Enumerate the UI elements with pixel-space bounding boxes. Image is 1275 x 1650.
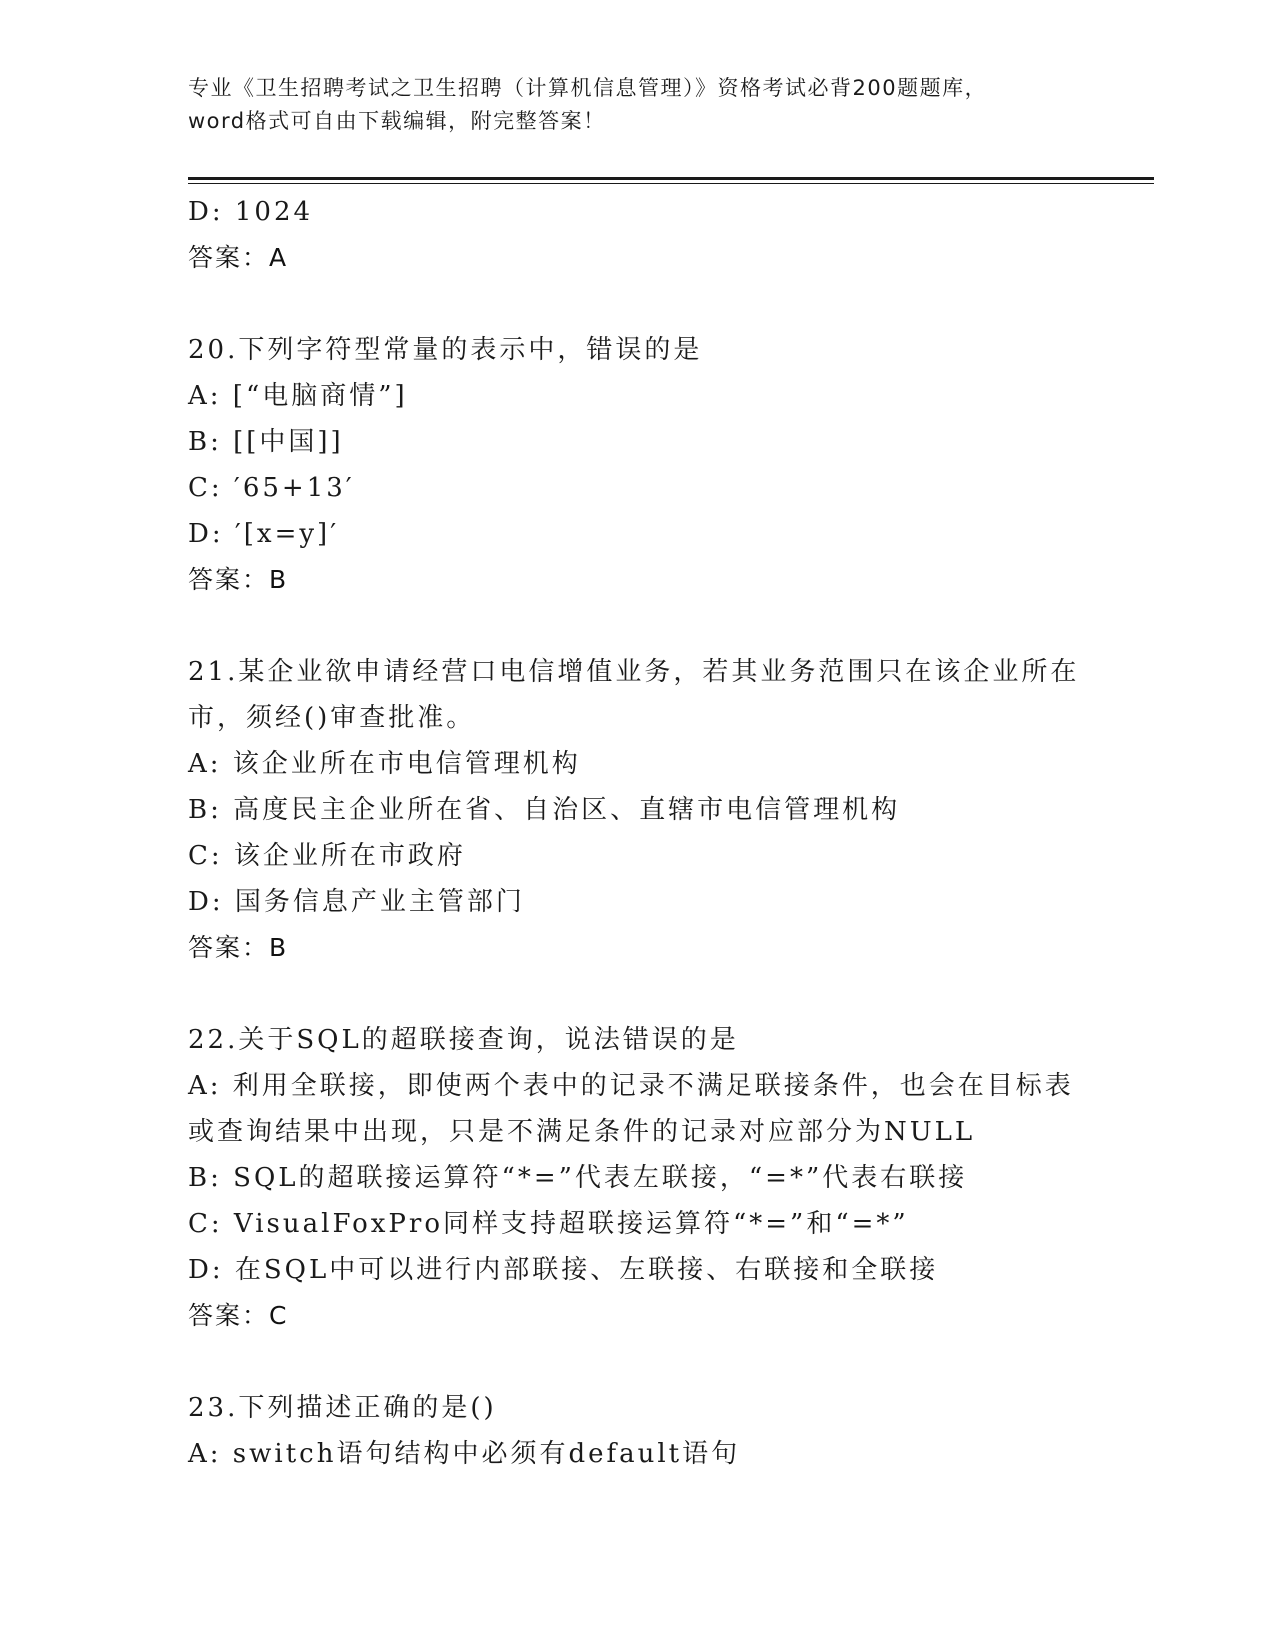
question-20-option-c: C: ′65+13′ [188, 473, 355, 503]
question-21-answer: 答案：B [188, 933, 289, 962]
question-20-option-d: D: ′[x=y]′ [188, 519, 340, 549]
question-19-option-d: D: 1024 [188, 197, 314, 227]
question-22-answer: 答案：C [188, 1301, 289, 1330]
question-22 [188, 1017, 1088, 1339]
question-gap [188, 281, 1088, 327]
question-20-option-a: A: [“电脑商情”] [188, 381, 408, 411]
question-21-stem-line-2: 市，须经()审查批准。 [188, 703, 476, 733]
question-22-option-b: B: SQL的超联接运算符“*=”代表左联接，“=*”代表右联接 [188, 1163, 968, 1193]
question-23 [188, 1385, 1088, 1477]
question-19-answer: 答案：A [188, 243, 289, 272]
question-20 [188, 327, 1088, 603]
question-21-option-b: B: 高度民主企业所在省、自治区、直辖市电信管理机构 [188, 795, 901, 825]
question-22-option-a-line-1: A: 利用全联接，即使两个表中的记录不满足联接条件，也会在目标表 [188, 1071, 1074, 1101]
question-list [188, 189, 1088, 1477]
question-23-option-a: A: switch语句结构中必须有default语句 [188, 1439, 741, 1469]
question-gap [188, 971, 1088, 1017]
header-divider-thin [188, 183, 1154, 184]
question-21-option-d: D: 国务信息产业主管部门 [188, 887, 525, 917]
question-21-stem-line-1: 21.某企业欲申请经营口电信增值业务，若其业务范围只在该企业所在 [188, 657, 1080, 687]
question-gap [188, 1339, 1088, 1385]
document-header [188, 72, 1088, 138]
question-22-stem: 22.关于SQL的超联接查询，说法错误的是 [188, 1025, 739, 1055]
question-21-option-a: A: 该企业所在市电信管理机构 [188, 749, 581, 779]
question-22-option-a-line-2: 或查询结果中出现，只是不满足条件的记录对应部分为NULL [188, 1117, 976, 1147]
header-line-2: word格式可自由下载编辑，附完整答案！ [188, 109, 606, 133]
question-22-option-d: D: 在SQL中可以进行内部联接、左联接、右联接和全联接 [188, 1255, 939, 1285]
question-20-stem: 20.下列字符型常量的表示中，错误的是 [188, 335, 703, 365]
question-20-answer: 答案：B [188, 565, 289, 594]
question-19-tail [188, 189, 1088, 281]
question-21 [188, 649, 1088, 971]
question-20-option-b: B: [[中国]] [188, 427, 344, 457]
question-23-stem: 23.下列描述正确的是() [188, 1393, 497, 1423]
question-gap [188, 603, 1088, 649]
question-21-option-c: C: 该企业所在市政府 [188, 841, 466, 871]
question-22-option-c: C: VisualFoxPro同样支持超联接运算符“*=”和“=*” [188, 1209, 909, 1239]
header-divider-thick [188, 177, 1154, 180]
header-line-1: 专业《卫生招聘考试之卫生招聘（计算机信息管理）》资格考试必背200题题库， [188, 76, 988, 100]
